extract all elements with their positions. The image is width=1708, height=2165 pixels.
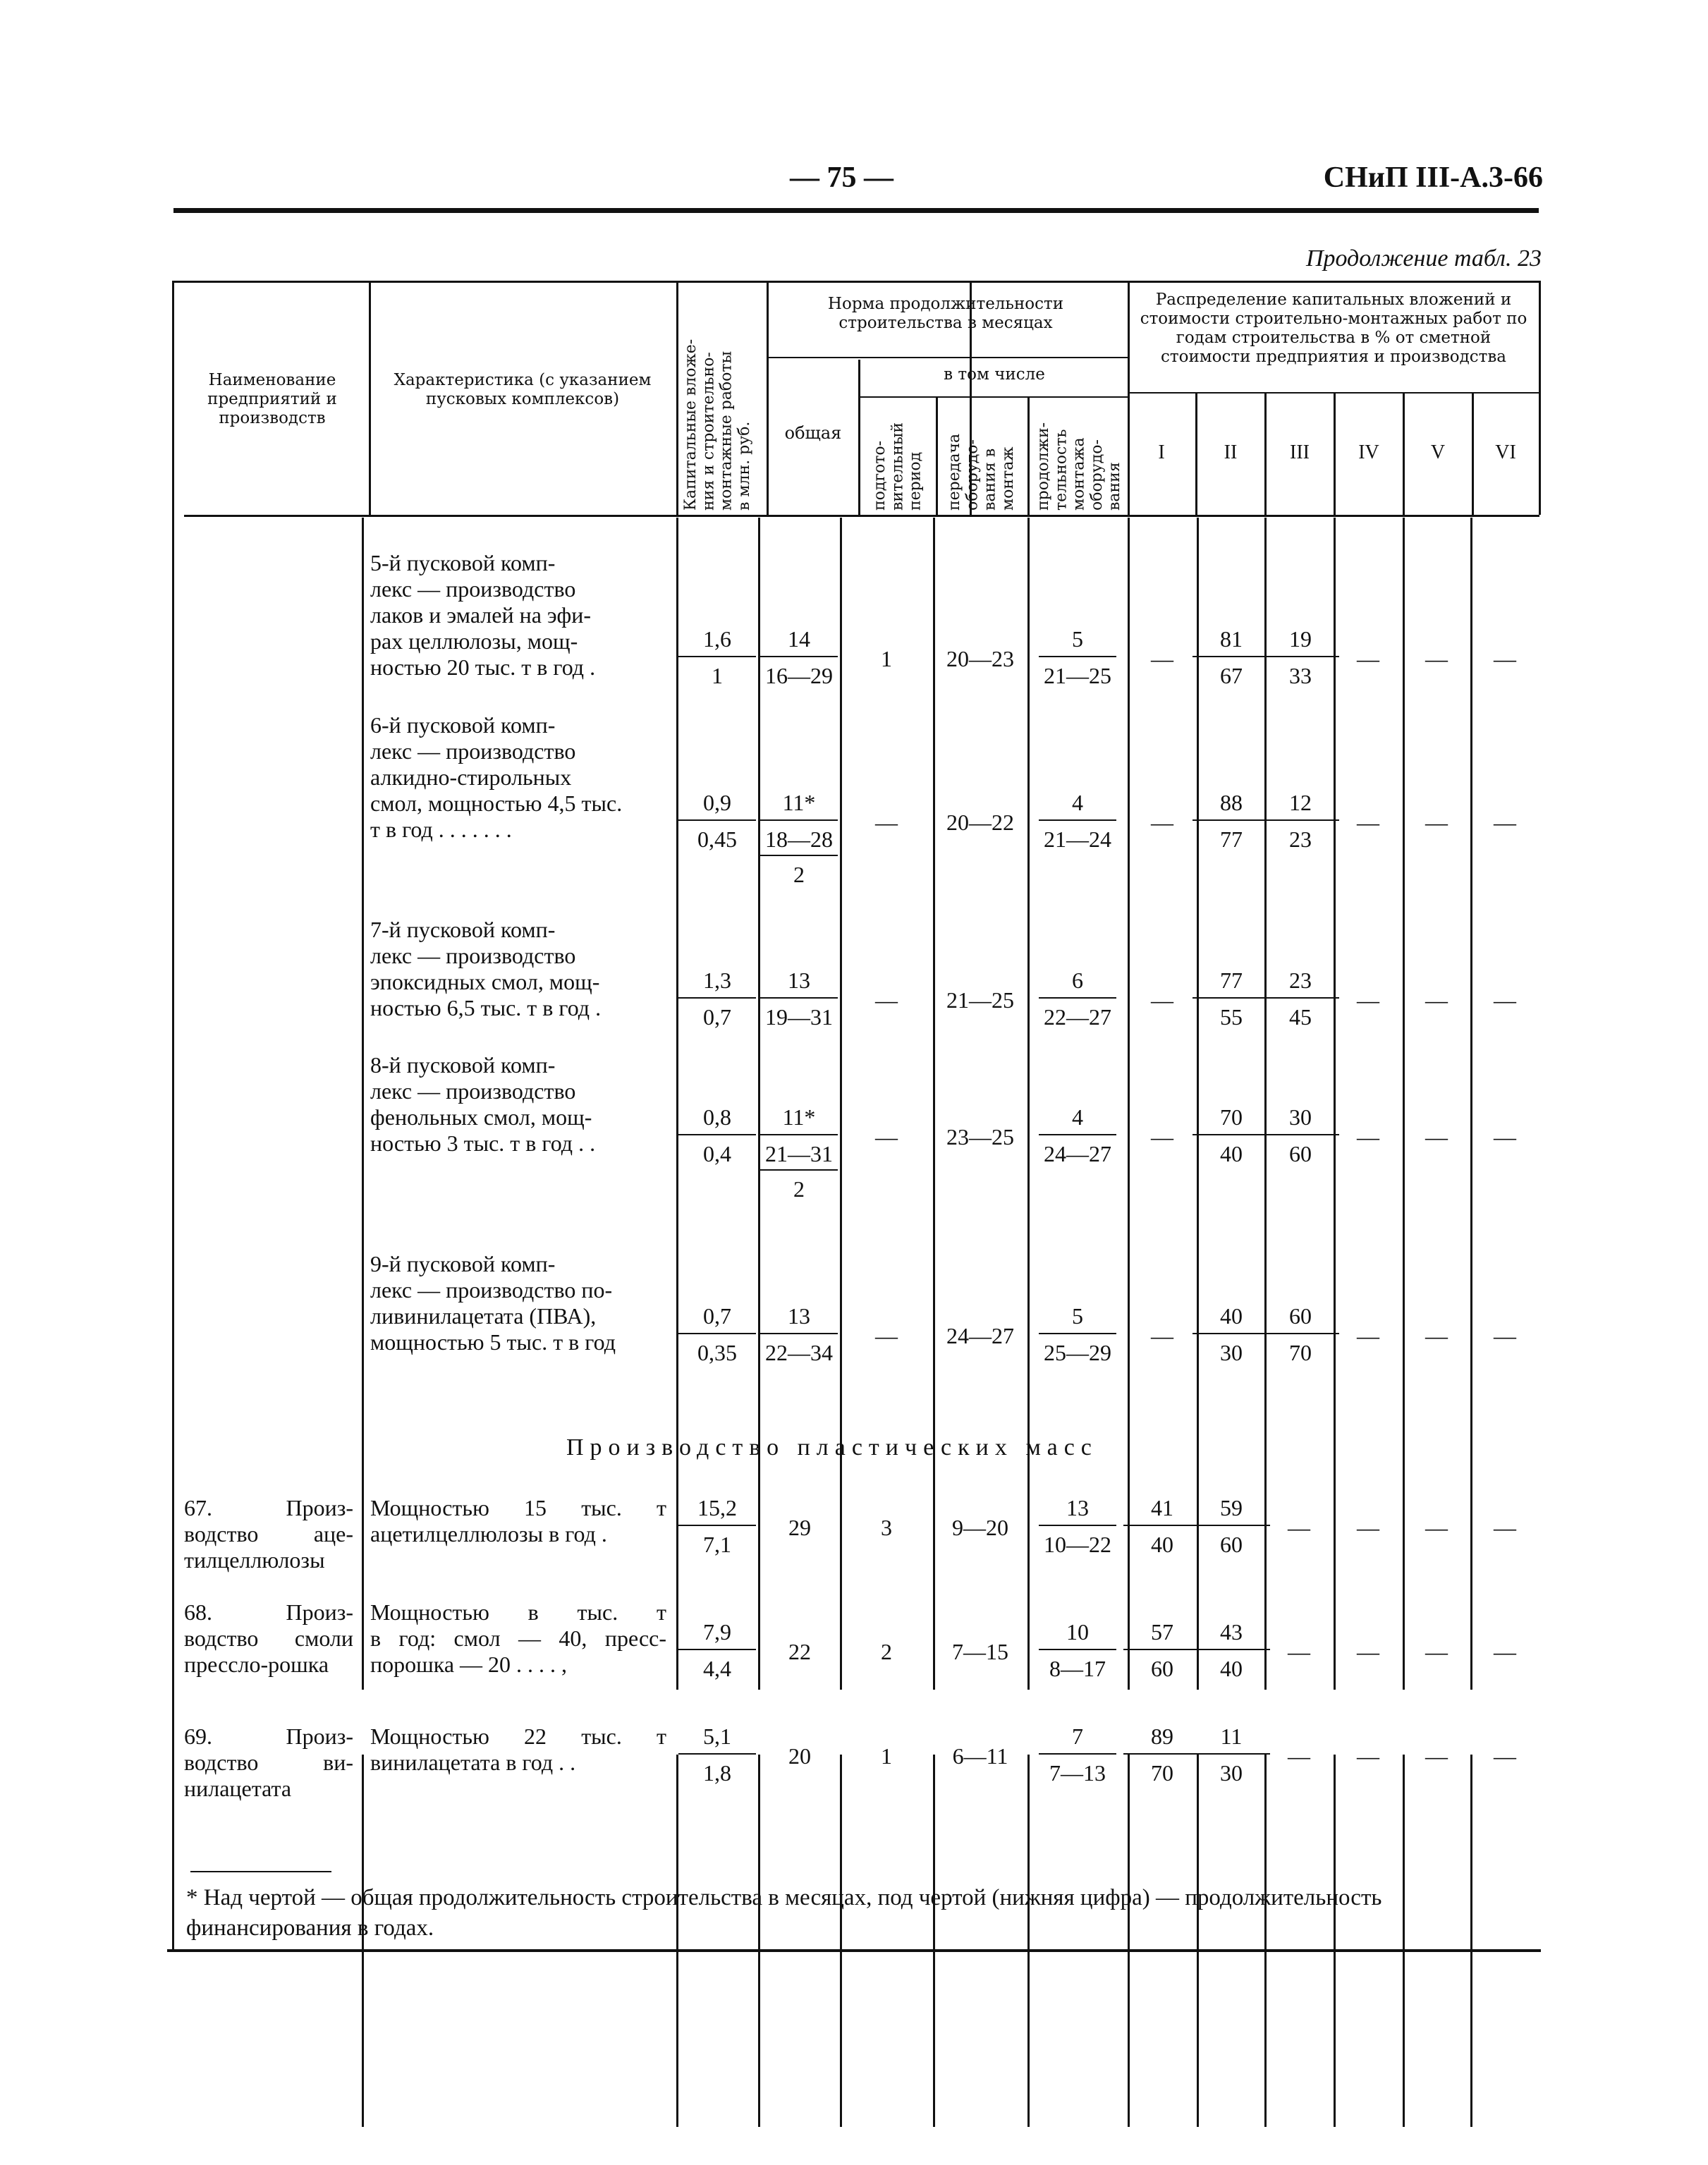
equipment-transfer: 21—25 [946, 987, 1014, 1013]
year-6-share: — [1494, 646, 1516, 671]
installation-duration: $\frac{5}{21—25}$ [1039, 628, 1116, 687]
year-1-share: $\frac{89}{70}$ [1123, 1725, 1201, 1784]
table-top-border [174, 281, 1541, 283]
table-continuation-label: Продолжение табл. 23 [1305, 245, 1542, 272]
prep-period: 1 [881, 1743, 892, 1769]
year-4-share: — [1357, 1323, 1379, 1348]
col-header-total: общая [784, 423, 842, 443]
prep-period: 3 [881, 1515, 892, 1540]
header-divider [369, 281, 371, 515]
year-5-share: — [1425, 1323, 1448, 1348]
year-5-share: — [1425, 810, 1448, 835]
year-5-share: — [1425, 646, 1448, 671]
product-name: 67. Произ-водство аце-тилцеллюлозы [184, 1495, 353, 1573]
body-divider [1027, 518, 1030, 1690]
header-subrule [768, 357, 1128, 358]
col-header-including: в том числе [944, 365, 1045, 384]
year-5-share: — [1425, 1124, 1448, 1149]
year-6-share: — [1494, 1323, 1516, 1348]
year-6-share: — [1494, 1639, 1516, 1664]
year-2-share: $\frac{88}{77}$ [1192, 791, 1270, 850]
col-header-prep: подгото- вительный период [871, 422, 925, 511]
year-3-share: — [1288, 1639, 1310, 1664]
year-2-share: $\frac{40}{30}$ [1192, 1305, 1270, 1364]
year-3-share: $\frac{23}{45}$ [1262, 969, 1339, 1028]
header-subrule [860, 396, 1128, 398]
year-1-share: — [1151, 1323, 1173, 1348]
year-4-share: — [1357, 1639, 1379, 1664]
header-divider [676, 281, 678, 515]
header-bottom-border [184, 515, 1539, 517]
year-3-share: — [1288, 1515, 1310, 1540]
row-description: 7-й пусковой комп- лекс — производство эпоксидных смол, мощ- ностью 6,5 тыс. т в год . [370, 917, 602, 1021]
year-4-share: — [1357, 987, 1379, 1013]
year-1-share: — [1151, 810, 1173, 835]
year-3-share: — [1288, 1743, 1310, 1769]
header-divider [1195, 394, 1197, 515]
year-5-share: — [1425, 987, 1448, 1013]
col-header-distribution: Распределение капитальных вложений и стоимости строительно-монтажных работ по годам строительства в % от сметной стоимости предприятия и производства [1140, 291, 1527, 367]
year-3-share: $\frac{60}{70}$ [1262, 1305, 1339, 1364]
col-header-characteristic: Характеристика (с указанием пусковых комплексов) [394, 371, 652, 409]
row-description: Мощностью в тыс. т в год: смол — 40, пресс- порошка — 20 . . . . , [370, 1599, 666, 1678]
total-duration: 29 [788, 1515, 811, 1540]
header-divider [1403, 394, 1405, 515]
header-subrule [1129, 392, 1539, 394]
header-divider [858, 360, 860, 515]
year-2-share: $\frac{11}{30}$ [1192, 1725, 1270, 1784]
body-divider [1334, 518, 1336, 1690]
col-header-install: продолжи- тельность монтажа оборудо- вания [1035, 422, 1124, 511]
installation-duration: $\frac{7}{7—13}$ [1039, 1725, 1116, 1784]
installation-duration: $\frac{4}{24—27}$ [1039, 1106, 1116, 1165]
total-duration: 11* 18—28 2 [760, 791, 838, 886]
header-divider [936, 398, 938, 515]
year-2-share: $\frac{81}{67}$ [1192, 628, 1270, 687]
capital-fraction: $\frac{7,9}{4,4}$ [678, 1621, 756, 1680]
installation-duration: $\frac{13}{10—22}$ [1039, 1496, 1116, 1556]
total-duration: $\frac{13}{22—34}$ [760, 1305, 838, 1364]
capital-fraction: $\frac{1,3}{0,7}$ [678, 969, 756, 1028]
year-5-share: — [1425, 1515, 1448, 1540]
col-header-year-2: II [1224, 441, 1238, 463]
capital-fraction: $\frac{0,8}{0,4}$ [678, 1106, 756, 1165]
year-6-share: — [1494, 810, 1516, 835]
col-header-year-3: III [1290, 441, 1310, 463]
year-2-share: $\frac{77}{55}$ [1192, 969, 1270, 1028]
installation-duration: $\frac{5}{25—29}$ [1039, 1305, 1116, 1364]
body-divider [758, 518, 760, 1690]
prep-period: 1 [881, 646, 892, 671]
header-rule [173, 208, 1539, 213]
prep-period: — [875, 1124, 898, 1149]
year-1-share: $\frac{57}{60}$ [1123, 1621, 1201, 1680]
installation-duration: $\frac{6}{22—27}$ [1039, 969, 1116, 1028]
header-divider [1334, 394, 1336, 515]
year-1-share: — [1151, 1124, 1173, 1149]
row-description: Мощностью 15 тыс. т ацетилцеллюлозы в год . [370, 1495, 666, 1547]
capital-fraction: $\frac{0,7}{0,35}$ [678, 1305, 756, 1364]
prep-period: 2 [881, 1639, 892, 1664]
prep-period: — [875, 987, 898, 1013]
year-3-share: $\frac{30}{60}$ [1262, 1106, 1339, 1165]
col-header-capital: Капитальные вложе- ния и строительно- монтажные работы в млн. руб. [682, 339, 753, 511]
equipment-transfer: 23—25 [946, 1124, 1014, 1149]
capital-fraction: $\frac{15,2}{7,1}$ [678, 1496, 756, 1556]
year-1-share: $\frac{41}{40}$ [1123, 1496, 1201, 1556]
header-divider [1539, 281, 1541, 515]
header-divider [1128, 281, 1130, 515]
col-header-year-1: I [1158, 441, 1165, 463]
year-2-share: $\frac{59}{60}$ [1192, 1496, 1270, 1556]
equipment-transfer: 9—20 [952, 1515, 1008, 1540]
body-divider [840, 518, 842, 1690]
header-divider [1264, 394, 1267, 515]
section-title: Производство пластических масс [566, 1434, 1098, 1460]
capital-fraction: $\frac{1,6}{1}$ [678, 628, 756, 687]
equipment-transfer: 6—11 [952, 1743, 1008, 1769]
year-4-share: — [1357, 810, 1379, 835]
year-5-share: — [1425, 1743, 1448, 1769]
installation-duration: $\frac{4}{21—24}$ [1039, 791, 1116, 850]
col-header-norm: Норма продолжительности строительства в месяцах [827, 295, 1064, 333]
total-duration: 20 [788, 1743, 811, 1769]
col-header-year-5: V [1430, 441, 1446, 463]
year-2-share: $\frac{70}{40}$ [1192, 1106, 1270, 1165]
header-divider [1027, 398, 1030, 515]
col-header-transfer: передача оборудо- вания в монтаж [946, 433, 1017, 511]
row-description: 9-й пусковой комп- лекс — производство по- ливинилацетата (ПВА), мощностью 5 тыс. т в год [370, 1251, 616, 1355]
year-4-share: — [1357, 646, 1379, 671]
capital-fraction: $\frac{5,1}{1,8}$ [678, 1725, 756, 1784]
product-name: 68. Произ-водство смоли прессло-рошка [184, 1599, 353, 1678]
footnote: * Над чертой — общая продолжительность строительства в месяцах, под чертой (нижняя цифра) — продолжительность финансирования в годах. [186, 1885, 1382, 1941]
total-duration: 11* 21—31 2 [760, 1106, 838, 1200]
col-header-name: Наименование предприятий и производств [207, 371, 337, 428]
col-header-year-4: IV [1358, 441, 1379, 463]
data-table [172, 281, 1541, 1952]
footnote-rule [190, 1871, 331, 1872]
year-6-share: — [1494, 987, 1516, 1013]
year-5-share: — [1425, 1639, 1448, 1664]
total-duration: $\frac{14}{16—29}$ [760, 628, 838, 687]
year-6-share: — [1494, 1515, 1516, 1540]
product-name: 69. Произ-водство ви-нилацетата [184, 1724, 353, 1802]
equipment-transfer: 20—23 [946, 646, 1014, 671]
year-1-share: — [1151, 987, 1173, 1013]
header-divider [767, 281, 769, 515]
row-description: 8-й пусковой комп- лекс — производство фенольных смол, мощ- ностью 3 тыс. т в год . . [370, 1052, 596, 1157]
year-6-share: — [1494, 1124, 1516, 1149]
body-divider [1470, 518, 1472, 1690]
row-description: Мощностью 22 тыс. т винилацетата в год . . [370, 1724, 666, 1776]
year-3-share: $\frac{12}{23}$ [1262, 791, 1339, 850]
page-number: — 75 — [790, 161, 893, 194]
year-1-share: — [1151, 646, 1173, 671]
header-divider [1472, 394, 1474, 515]
equipment-transfer: 20—22 [946, 810, 1014, 835]
year-4-share: — [1357, 1124, 1379, 1149]
total-duration: 22 [788, 1639, 811, 1664]
equipment-transfer: 7—15 [952, 1639, 1008, 1664]
year-3-share: $\frac{19}{33}$ [1262, 628, 1339, 687]
prep-period: — [875, 810, 898, 835]
body-divider [933, 518, 935, 1690]
col-header-year-6: VI [1495, 441, 1516, 463]
year-4-share: — [1357, 1743, 1379, 1769]
row-description: 5-й пусковой комп- лекс — производство лаков и эмалей на эфи- рах целлюлозы, мощ- ностью 20 тыс. т в год . [370, 550, 596, 681]
year-2-share: $\frac{43}{40}$ [1192, 1621, 1270, 1680]
installation-duration: $\frac{10}{8—17}$ [1039, 1621, 1116, 1680]
total-duration: $\frac{13}{19—31}$ [760, 969, 838, 1028]
year-4-share: — [1357, 1515, 1379, 1540]
prep-period: — [875, 1323, 898, 1348]
row-description: 6-й пусковой комп- лекс — производство алкидно-стирольных смол, мощностью 4,5 тыс. т в год . . . . . . . [370, 712, 623, 843]
capital-fraction: $\frac{0,9}{0,45}$ [678, 791, 756, 850]
document-code: СНиП III-А.3-66 [1323, 161, 1543, 194]
body-divider [362, 518, 364, 1690]
equipment-transfer: 24—27 [946, 1323, 1014, 1348]
body-divider [1403, 518, 1405, 1690]
year-6-share: — [1494, 1743, 1516, 1769]
